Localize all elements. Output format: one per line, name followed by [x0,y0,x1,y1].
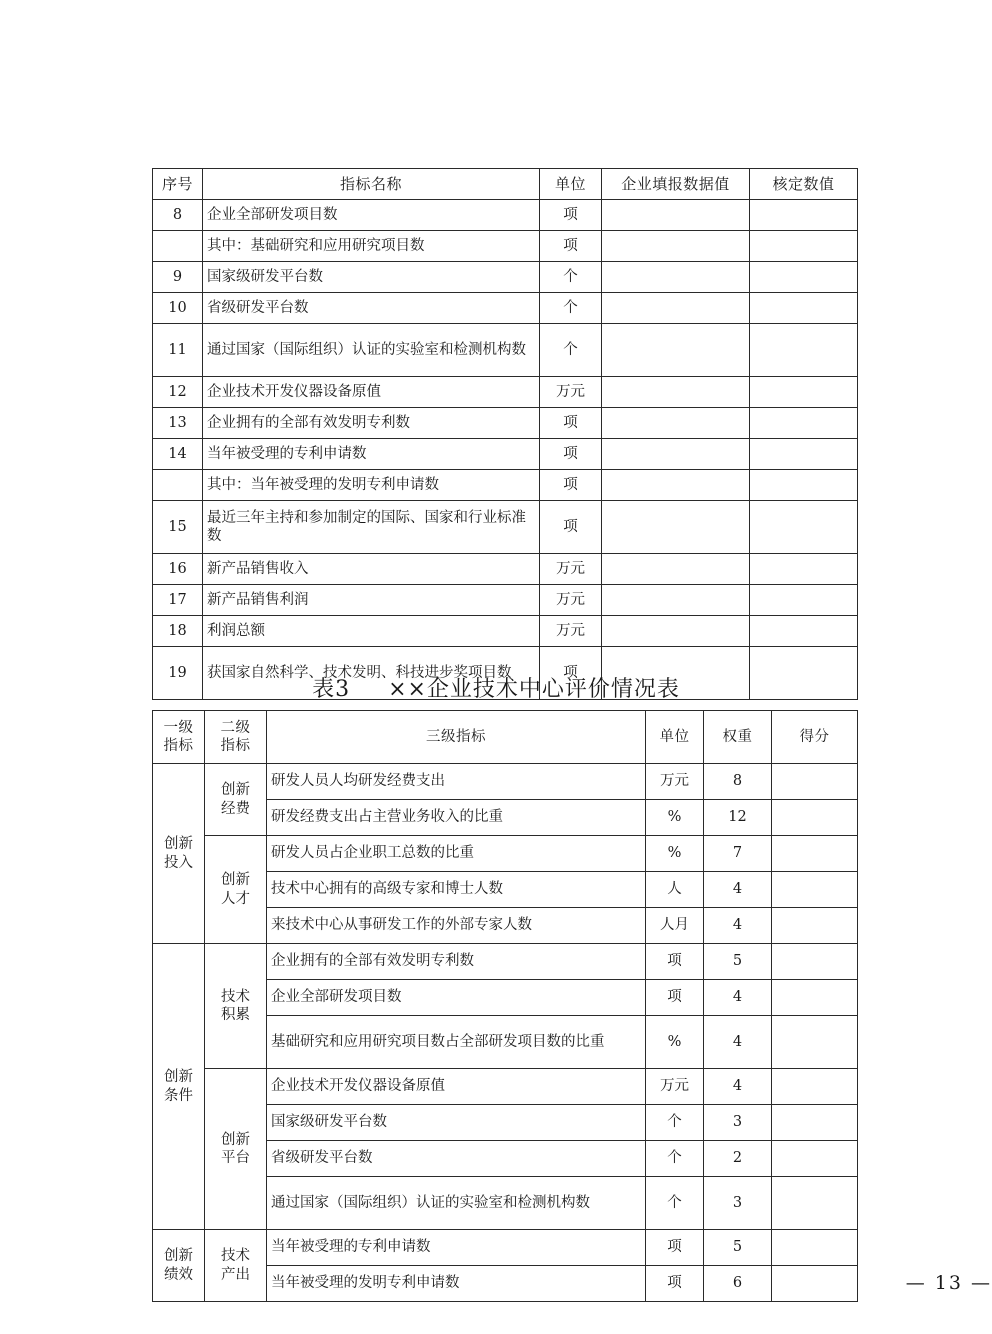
table3-title-number: 表3 [312,677,351,702]
cell-unit: 项 [540,501,602,554]
column-header-level1-line1: 一级 [163,719,194,736]
cell-level3-indicator: 国家级研发平台数 [267,1105,646,1141]
cell-level1-line2: 条件 [164,1087,193,1104]
cell-no: 17 [153,585,203,616]
cell-level3-indicator: 省级研发平台数 [267,1141,646,1177]
cell-unit: 项 [646,1266,704,1302]
cell-level3-indicator: 企业技术开发仪器设备原值 [267,1069,646,1105]
cell-level2-line2: 经费 [221,800,250,817]
technology-center-evaluation-table [152,710,858,1302]
cell-unit: 个 [646,1141,704,1177]
cell-score[interactable] [772,1141,858,1177]
cell-no: 14 [153,439,203,470]
cell-unit: 项 [540,231,602,262]
cell-verified-value[interactable] [750,408,858,439]
cell-level2-indicator [205,1069,267,1230]
table-row [153,293,858,324]
cell-unit: 个 [646,1177,704,1230]
cell-level3-indicator: 基础研究和应用研究项目数占全部研发项目数的比重 [267,1016,646,1069]
cell-unit: 万元 [540,554,602,585]
table-row [153,470,858,501]
table-row [153,200,858,231]
table-header-row [153,711,858,764]
cell-indicator-name: 国家级研发平台数 [203,262,540,293]
cell-no: 16 [153,554,203,585]
cell-reported-value[interactable] [602,470,750,501]
cell-reported-value[interactable] [602,439,750,470]
cell-unit: % [646,836,704,872]
cell-score[interactable] [772,1016,858,1069]
table3-title-text: ××企业技术中心评价情况表 [388,677,680,702]
cell-unit: 万元 [540,585,602,616]
cell-indicator-name: 通过国家（国际组织）认证的实验室和检测机构数 [203,324,540,377]
cell-unit: 项 [646,980,704,1016]
table-row [153,944,858,980]
cell-score[interactable] [772,1230,858,1266]
cell-unit: 项 [540,408,602,439]
column-header-level3: 三级指标 [267,711,646,764]
cell-level3-indicator: 通过国家（国际组织）认证的实验室和检测机构数 [267,1177,646,1230]
cell-unit: 个 [540,293,602,324]
cell-unit: 项 [540,439,602,470]
cell-level3-indicator: 研发人员占企业职工总数的比重 [267,836,646,872]
cell-verified-value[interactable] [750,324,858,377]
table-row [153,231,858,262]
cell-no: 9 [153,262,203,293]
cell-unit: % [646,1016,704,1069]
cell-level1-line1: 创新 [164,836,193,853]
cell-no [153,231,203,262]
cell-level3-indicator: 当年被受理的专利申请数 [267,1230,646,1266]
cell-verified-value[interactable] [750,439,858,470]
cell-weight: 3 [704,1177,772,1230]
enterprise-indicator-report-table [152,168,858,700]
table-row [153,1230,858,1266]
table-row [153,377,858,408]
table-header-row [153,169,858,200]
table-row [153,554,858,585]
column-header-reported: 企业填报数据值 [602,169,750,200]
cell-level1-line1: 创新 [164,1069,193,1086]
cell-unit: 人月 [646,908,704,944]
cell-unit: 项 [540,647,602,700]
column-header-unit: 单位 [646,711,704,764]
cell-level3-indicator: 企业全部研发项目数 [267,980,646,1016]
cell-score[interactable] [772,764,858,800]
cell-indicator-name: 其中：基础研究和应用研究项目数 [203,231,540,262]
cell-indicator-name: 获国家自然科学、技术发明、科技进步奖项目数 [203,647,540,700]
cell-level1-line2: 绩效 [164,1266,193,1283]
cell-level1-indicator [153,944,205,1230]
cell-no: 13 [153,408,203,439]
cell-indicator-name: 最近三年主持和参加制定的国际、国家和行业标准数 [203,501,540,554]
cell-indicator-name: 企业全部研发项目数 [203,200,540,231]
cell-level3-indicator: 技术中心拥有的高级专家和博士人数 [267,872,646,908]
table-row [153,764,858,800]
cell-level3-indicator: 当年被受理的发明专利申请数 [267,1266,646,1302]
cell-reported-value[interactable] [602,231,750,262]
cell-weight: 8 [704,764,772,800]
table-row [153,585,858,616]
cell-level2-indicator [205,836,267,944]
cell-verified-value[interactable] [750,293,858,324]
cell-no: 15 [153,501,203,554]
cell-reported-value[interactable] [602,293,750,324]
cell-score[interactable] [772,800,858,836]
cell-level2-line1: 技术 [221,1248,250,1265]
column-header-score: 得分 [772,711,858,764]
cell-no: 19 [153,647,203,700]
column-header-level1 [153,711,205,764]
cell-indicator-name: 新产品销售收入 [203,554,540,585]
column-header-level1-line2: 指标 [163,738,194,754]
table-row [153,501,858,554]
cell-reported-value[interactable] [602,554,750,585]
cell-level3-indicator: 研发经费支出占主营业务收入的比重 [267,800,646,836]
cell-verified-value[interactable] [750,377,858,408]
cell-unit: 万元 [540,616,602,647]
cell-reported-value[interactable] [602,408,750,439]
cell-no [153,470,203,501]
cell-indicator-name: 利润总额 [203,616,540,647]
cell-weight: 2 [704,1141,772,1177]
cell-level2-line2: 人才 [221,890,250,907]
cell-unit: 项 [540,470,602,501]
cell-level2-line2: 积累 [221,1007,250,1023]
column-header-level2-line1: 二级 [220,719,251,736]
column-header-weight: 权重 [704,711,772,764]
cell-unit: 万元 [646,1069,704,1105]
cell-unit: % [646,800,704,836]
cell-reported-value[interactable] [602,585,750,616]
cell-indicator-name: 新产品销售利润 [203,585,540,616]
cell-no: 18 [153,616,203,647]
cell-level1-line1: 创新 [164,1248,193,1265]
column-header-level2 [205,711,267,764]
column-header-no: 序号 [153,169,203,200]
table-row [153,836,858,872]
cell-score[interactable] [772,908,858,944]
cell-no: 8 [153,200,203,231]
cell-verified-value[interactable] [750,501,858,554]
cell-level2-line2: 产出 [221,1266,250,1283]
cell-score[interactable] [772,944,858,980]
cell-verified-value[interactable] [750,585,858,616]
cell-reported-value[interactable] [602,377,750,408]
cell-weight: 4 [704,908,772,944]
cell-verified-value[interactable] [750,200,858,231]
cell-indicator-name: 企业技术开发仪器设备原值 [203,377,540,408]
cell-indicator-name: 省级研发平台数 [203,293,540,324]
table-row [153,408,858,439]
cell-level1-line2: 投入 [164,854,193,871]
cell-score[interactable] [772,836,858,872]
cell-weight: 4 [704,1016,772,1069]
cell-indicator-name: 其中：当年被受理的发明专利申请数 [203,470,540,501]
cell-weight: 3 [704,1105,772,1141]
cell-level2-line2: 平台 [221,1150,250,1166]
cell-unit: 个 [540,324,602,377]
cell-unit: 项 [646,944,704,980]
table-row [153,262,858,293]
cell-level1-indicator [153,764,205,944]
cell-score[interactable] [772,1069,858,1105]
cell-reported-value[interactable] [602,262,750,293]
table3-title [0,672,992,703]
cell-level2-line1: 创新 [221,872,250,889]
cell-reported-value[interactable] [602,324,750,377]
column-header-verified: 核定数值 [750,169,858,200]
cell-no: 12 [153,377,203,408]
cell-weight: 12 [704,800,772,836]
cell-score[interactable] [772,1105,858,1141]
cell-unit: 项 [540,200,602,231]
cell-unit: 万元 [646,764,704,800]
cell-level2-line1: 创新 [221,1131,250,1148]
cell-weight: 5 [704,1230,772,1266]
cell-weight: 5 [704,944,772,980]
cell-reported-value[interactable] [602,501,750,554]
cell-verified-value[interactable] [750,231,858,262]
page-number: — 13 — [905,1272,992,1294]
table-row [153,439,858,470]
table-row [153,324,858,377]
cell-no: 10 [153,293,203,324]
cell-reported-value[interactable] [602,200,750,231]
cell-unit: 人 [646,872,704,908]
cell-weight: 4 [704,872,772,908]
cell-score[interactable] [772,872,858,908]
column-header-name: 指标名称 [203,169,540,200]
cell-unit: 万元 [540,377,602,408]
cell-weight: 4 [704,1069,772,1105]
cell-reported-value[interactable] [602,616,750,647]
cell-verified-value[interactable] [750,554,858,585]
table-row [153,616,858,647]
cell-weight: 6 [704,1266,772,1302]
cell-no: 11 [153,324,203,377]
cell-score[interactable] [772,980,858,1016]
cell-unit: 个 [646,1105,704,1141]
cell-level2-line1: 技术 [221,988,250,1005]
cell-indicator-name: 企业拥有的全部有效发明专利数 [203,408,540,439]
table-row [153,1069,858,1105]
cell-unit: 项 [646,1230,704,1266]
cell-weight: 4 [704,980,772,1016]
cell-verified-value[interactable] [750,262,858,293]
cell-verified-value[interactable] [750,616,858,647]
cell-level2-indicator [205,764,267,836]
cell-level3-indicator: 企业拥有的全部有效发明专利数 [267,944,646,980]
cell-verified-value[interactable] [750,470,858,501]
cell-weight: 7 [704,836,772,872]
cell-score[interactable] [772,1177,858,1230]
column-header-unit: 单位 [540,169,602,200]
cell-level2-indicator [205,944,267,1069]
cell-level2-line1: 创新 [221,782,250,799]
cell-level3-indicator: 来技术中心从事研发工作的外部专家人数 [267,908,646,944]
cell-indicator-name: 当年被受理的专利申请数 [203,439,540,470]
column-header-level2-line2: 指标 [220,738,251,754]
cell-unit: 个 [540,262,602,293]
cell-level3-indicator: 研发人员人均研发经费支出 [267,764,646,800]
